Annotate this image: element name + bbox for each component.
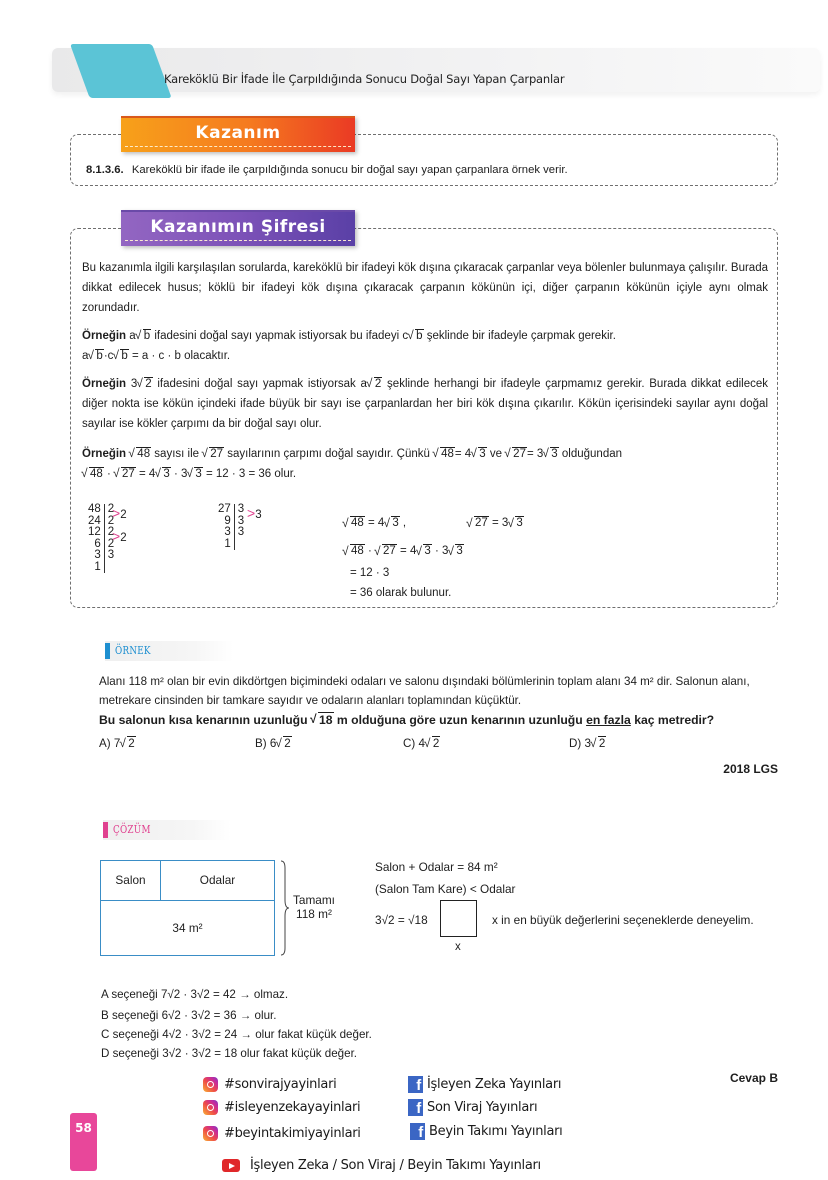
solution-line-2: (Salon Tam Kare) < Odalar [375,882,516,896]
cell-salon: Salon [101,861,161,901]
ornek-label [105,641,233,661]
text: sayısı ile [154,448,200,460]
instagram-icon [203,1077,218,1092]
var-c: c [107,350,114,362]
text: şeklinde bir ifadeyle çarpmak gerekir. [426,330,616,342]
text: = 12 · 3 = 36 olur. [205,468,297,480]
sifre-paragraph-4: Örneğin √ 48 sayısı ile √ 27 sayılarının çarpımı doğal sayıdır. Çünkü √ 48= 4 √ 3 ve √ 27= 3 √ 3 olduğundan √ 48 · √ 27 = 4 √ 3 · 3 √ 3 = 12 · 3 = 36 olur. [82,444,768,484]
facebook-icon: f [408,1099,423,1116]
solution-line-1: Salon + Odalar = 84 m² [375,860,498,874]
sqrt-3: √ 3 [471,444,486,464]
option-a[interactable]: A) 7 √ 2 [99,737,136,750]
pair-arrow-icon: >3 [247,505,262,521]
calc-line-1b: √ 27 = 3 √ 3 [467,517,524,529]
sqrt-27: √ 27 [505,444,527,464]
instagram-icon [203,1126,218,1141]
sqrt-b: √ b [408,326,423,346]
answer-label: Cevap B [729,1071,778,1085]
example-word: Örneğin [82,330,127,342]
sqrt-2: √ 2 [137,374,152,394]
question-prompt: Bu salonun kısa kenarının uzunluğu √ 18 m olduğuna göre uzun kenarının uzunluğu en fazla kaç metredir? [99,713,714,727]
kazanim-statement [86,164,568,176]
sqrt-b: √ b [113,346,128,366]
example-word: Örneğin [82,448,127,460]
calc-line-1a: √ 48 = 4 √ 3 , [343,517,406,529]
sifre-ribbon: Kazanımın Şifresi [121,210,355,246]
sqrt-27: √ 27 [202,444,224,464]
text: ifadesini doğal sayı yapmak istiyorsak bu ifadeyi [154,330,400,342]
factorization-27 [218,504,244,550]
example-word: Örneğin [82,378,127,390]
sqrt-18: √ 18 [311,713,334,727]
sqrt-48: √ 48 [433,444,455,464]
youtube-icon [222,1159,240,1172]
check-option-c: C seçeneği 4√2 · 3√2 = 24 → olur fakat küçük değer. [101,1028,372,1041]
cozum-label [103,820,231,840]
calc-line-4: = 36 olarak bulunur. [350,587,452,599]
salon-square-diagram [440,900,477,937]
facebook-icon: f [410,1123,425,1140]
text: olduğundan [561,448,623,460]
instagram-link-3[interactable]: #beyintakimiyayinlari [203,1126,361,1141]
option-c[interactable]: C) 4 √ 2 [403,737,440,750]
total-area-label: Tamamı 118 m² [293,893,335,921]
solution-line-3-post: x in en büyük değerlerini seçeneklerde deneyelim. [492,913,754,927]
facebook-link-3[interactable]: f Beyin Takımı Yayınları [410,1123,563,1140]
sifre-paragraph-1: Bu kazanımla ilgili karşılaşılan sorularda, kareköklü bir ifadeyi kök dışına çıkaracak çarpanlar veya bölenler bulunmaya çalışılır. Burada dikkat edilecek husus; köklü bir ifadeyi kök dışına çıkaracak çarpanın kökünün içi, diğer çarpanın kökünün içiyle aynı olmak zorundadır. [82,262,768,314]
sqrt-2: √ 2 [367,374,382,394]
text: ve [489,448,502,460]
cell-odalar: Odalar [199,873,236,887]
factor-48-dividends: 48 24 12 6 3 1 [88,504,105,573]
calc-line-2: √ 48 · √ 27 = 4 √ 3 · 3 √ 3 [343,545,464,557]
factor-27-dividends: 27 9 3 1 [218,504,235,550]
page-number: 58 [70,1113,97,1171]
factor-48-divisors: 2 2 2 2 3 [107,503,115,561]
youtube-link[interactable]: İşleyen Zeka / Son Viraj / Beyin Takımı Yayınları [222,1158,541,1173]
sqrt-27: √ 27 [114,464,136,484]
cozum-bar [103,822,108,838]
facebook-link-1[interactable]: f İşleyen Zeka Yayınları [408,1076,561,1093]
pair-arrow-icon: >2 [112,528,127,544]
calc-line-3: = 12 · 3 [350,567,390,579]
sifre-paragraph-3 [82,374,768,434]
sqrt-3: √ 3 [543,444,558,464]
text: = 4 [454,448,472,460]
check-option-d: D seçeneği 3√2 · 3√2 = 18 olur fakat küçük değer. [101,1047,358,1060]
coef: 3 [130,378,138,390]
text: = a · c · b olacaktır. [132,350,231,362]
ornek-label-text: ÖRNEK [115,644,151,657]
cell-other-area: 34 m² [172,921,203,935]
factor-27-divisors: 3 3 3 [237,503,245,538]
facebook-icon: f [408,1076,423,1093]
curly-brace-icon [280,860,290,956]
instagram-icon [203,1100,218,1115]
question-stem: Alanı 118 m² olan bir evin dikdörtgen biçimindeki odaları ve salonu dışındaki bölümlerinin toplam alanı 34 m² dir. Salonun alanı, metrekare cinsinden bir tamkare sayıdır ve odaların alanları toplamından küçüktür. [99,675,750,707]
var-c: c [402,330,409,342]
check-option-b: B seçeneği 6√2 · 3√2 = 36 → olur. [101,1009,277,1022]
var-a: a [360,378,367,390]
instagram-link-1[interactable]: #sonvirajyayinlari [203,1077,336,1092]
sqrt-48: √ 48 [82,464,104,484]
question-source: 2018 LGS [723,762,778,776]
option-b[interactable]: B) 6 √ 2 [255,737,292,750]
ornek-bar [105,643,110,659]
emphasis-en-fazla: en fazla [586,713,631,727]
sqrt-3: √ 3 [187,464,202,484]
factorization-48 [88,504,114,573]
facebook-link-2[interactable]: f Son Viraj Yayınları [408,1099,537,1116]
kazanim-text: Kareköklü bir ifade ile çarpıldığında sonucu bir doğal sayı yapan çarpanlara örnek verir. [131,164,568,176]
cozum-label-text: ÇÖZÜM [113,823,151,836]
text: şeklinde herhangi bir ifadeyle çarpmamız gerekir. Burada dikkat edilecek diğer nokta ise kökün içindeki ifade büyük bir sayı ise çarpanlardan her biri kök dışına çıkarılır. Kökün içerisindeki sayılar aynı doğal sayılar ise kökler çarpımı da bir doğal sayı olur. [82,378,768,430]
check-option-a: A seçeneği 7√2 · 3√2 = 42 → olmaz. [101,988,289,1001]
x-label: x [455,941,461,953]
kazanim-code: 8.1.3.6. [86,164,124,176]
sqrt-b: √ b [88,346,103,366]
chapter-title: Kareköklü Bir İfade İle Çarpıldığında Sonucu Doğal Sayı Yapan Çarpanlar [164,72,565,86]
kazanim-ribbon: Kazanım [121,116,355,152]
var-a: a [129,330,136,342]
text: sayılarının çarpımı doğal sayıdır. Çünkü [227,448,430,460]
text: = 3 [526,448,544,460]
sqrt-b: √ b [136,326,151,346]
pair-arrow-icon: >2 [112,505,127,521]
sqrt-48: √ 48 [129,444,151,464]
text: ifadesini doğal sayı yapmak istiyorsak [157,378,356,390]
dot: · [103,350,108,362]
sqrt-3: √ 3 [155,464,170,484]
option-d[interactable]: D) 3 √ 2 [569,737,606,750]
sifre-paragraph-2 [82,326,768,366]
instagram-link-2[interactable]: #isleyenzekayayinlari [203,1100,360,1115]
solution-line-3-pre: 3√2 = √18 [375,913,428,927]
floor-plan-diagram [100,860,275,956]
var-a: a [82,350,89,362]
